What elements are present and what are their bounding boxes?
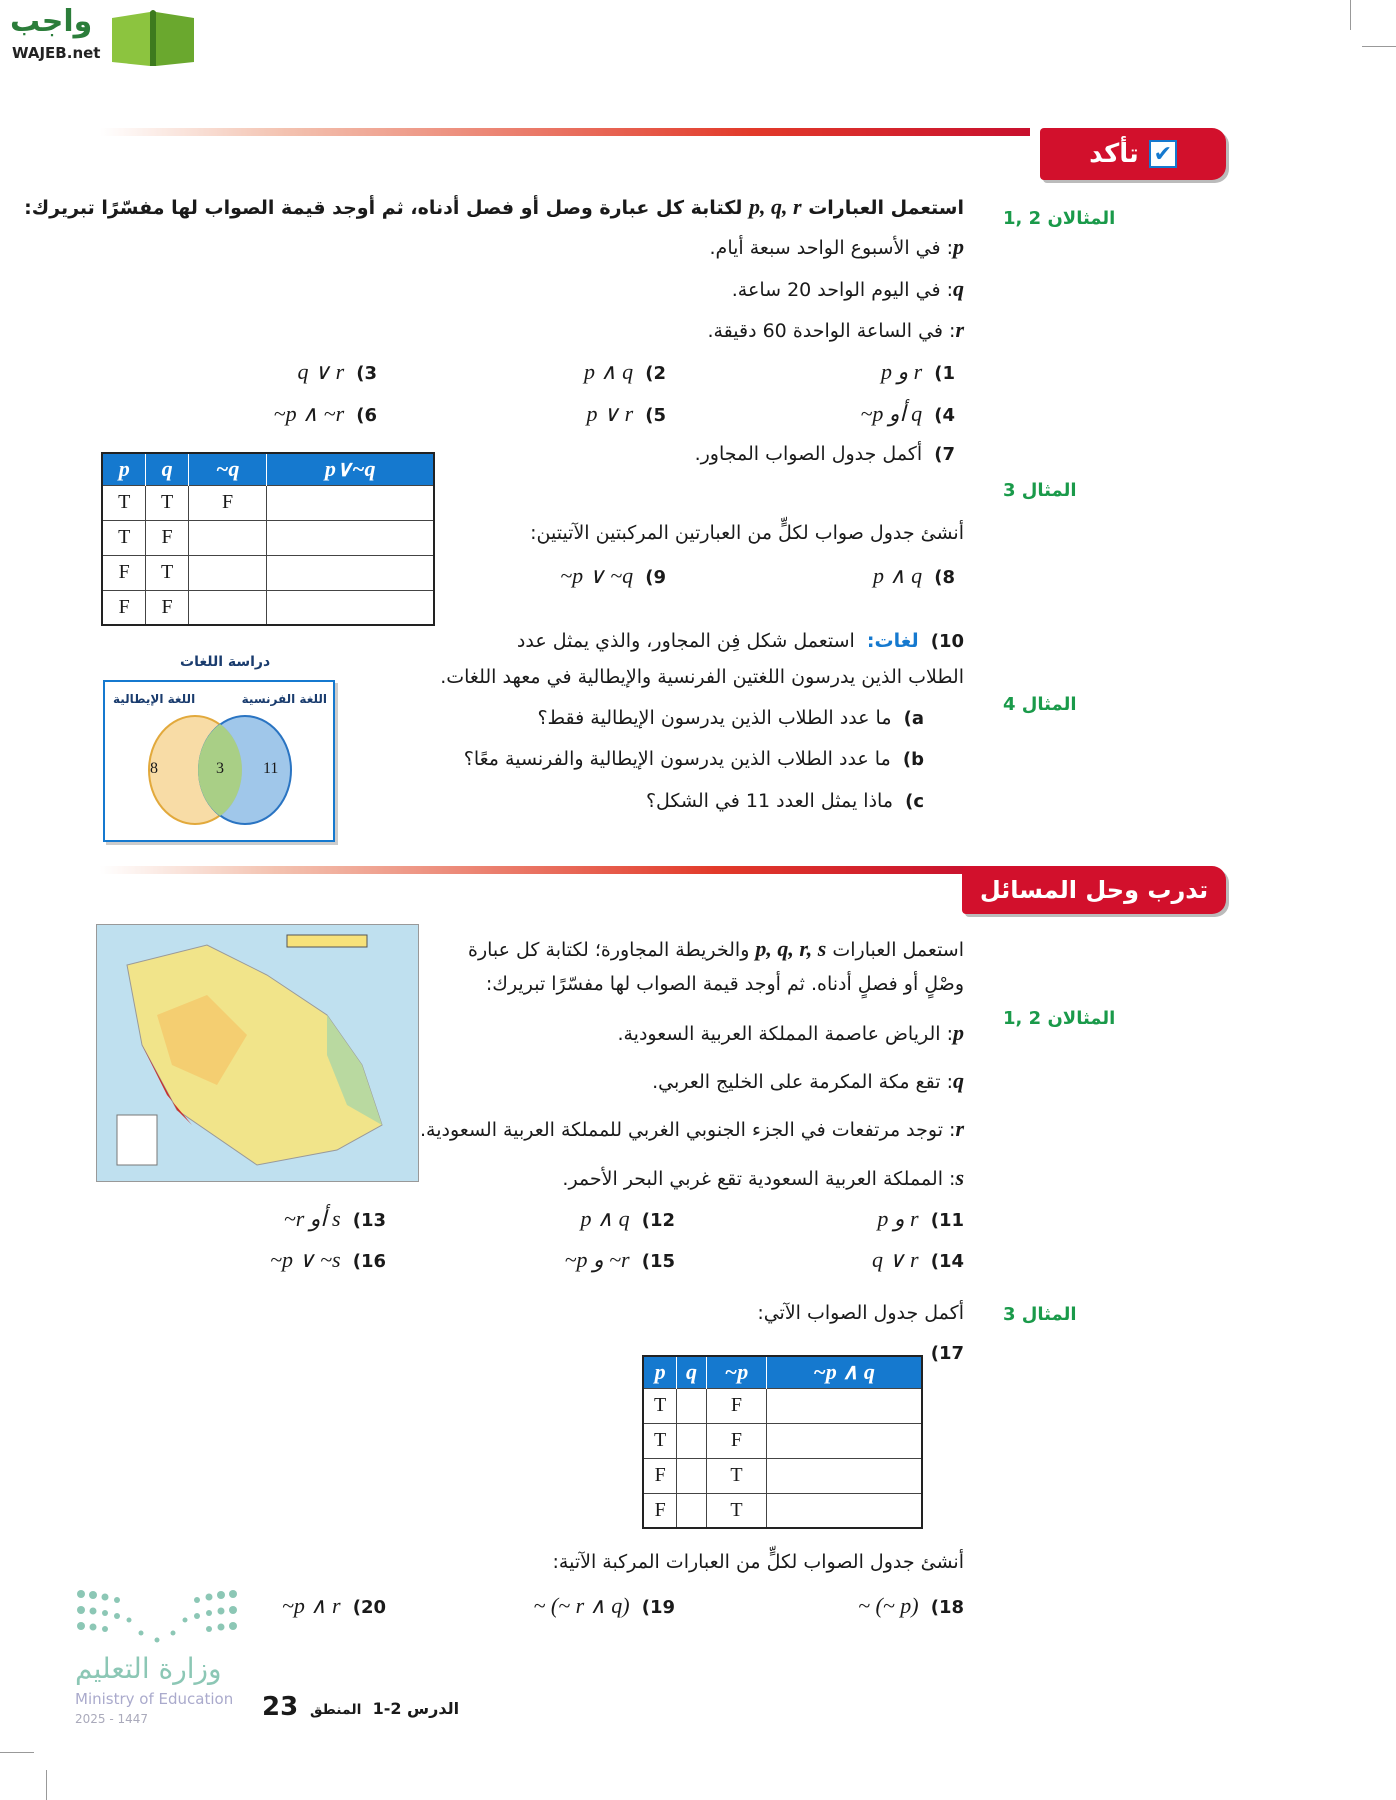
example-ref: المثال 3 [1003, 480, 1077, 501]
exercise-10c: c) ماذا يمثل العدد 11 في الشكل؟ [645, 790, 924, 812]
exercise-10b: b) ما عدد الطلاب الذين يدرسون الإيطالية والفرنسية معًا؟ [463, 748, 924, 770]
saudi-map [96, 924, 419, 1182]
section-title: تدرب وحل المسائل [979, 876, 1209, 904]
exercise-14: 14) q ∨ r [871, 1247, 964, 1272]
statement-r: r: توجد مرتفعات في الجزء الجنوبي الغربي للمملكة العربية السعودية. [420, 1116, 964, 1141]
complete-instruction: أكمل جدول الصواب الآتي: [757, 1302, 964, 1324]
exercise-2: 2) p ∧ q [584, 359, 666, 384]
exercise-16: 16) ~p ∨ ~s [270, 1247, 386, 1272]
exercise-10a: a) ما عدد الطلاب الذين يدرسون الإيطالية فقط؟ [537, 707, 924, 729]
crop-mark [1350, 0, 1351, 30]
construct-instruction: أنشئ جدول صواب لكلٍّ من العبارتين المركبتين الآتيتين: [530, 522, 964, 544]
section-divider [100, 128, 1030, 136]
exercise-15: 15) ~p و ~r [564, 1247, 675, 1272]
table-row: T F [643, 1388, 922, 1423]
exercise-10: 10) لغات: استعمل شكل فِن المجاور، والذي يمثل عدد [516, 630, 964, 652]
section-header-check [1040, 128, 1226, 180]
logo-arabic: واجب [10, 4, 93, 39]
wajeb-logo [10, 4, 190, 66]
exercise-1: 1) p و r [880, 359, 955, 384]
venn-left-value: 8 [150, 760, 158, 777]
table-row: T T F [102, 485, 434, 520]
example-ref: المثال 3 [1003, 1304, 1077, 1325]
ministry-name-en: Ministry of Education [75, 1690, 234, 1708]
exercise-19: 19) ~ (~ r ∧ q) [533, 1593, 675, 1618]
truth-table-7: p q ~q p∨~q T T F T F F T F F [101, 452, 435, 626]
exercise-12: 12) p ∧ q [580, 1206, 675, 1231]
truth-table-17: p q ~p ~p ∧ q T F T F F T F T [642, 1355, 923, 1529]
exercise-9: 9) ~p ∨ ~q [560, 563, 666, 588]
table-row: T F [102, 520, 434, 555]
exercise-6: 6) ~p ∧ ~r [273, 401, 377, 426]
logo-latin: WAJEB.net [12, 44, 101, 62]
example-ref: المثالان 2 ,1 [1003, 208, 1116, 229]
venn-right-value: 11 [263, 760, 279, 777]
statement-q: q: في اليوم الواحد 20 ساعة. [731, 276, 964, 301]
statement-p: p: الرياض عاصمة المملكة العربية السعودية. [617, 1020, 964, 1045]
table-row: F F [102, 590, 434, 625]
year: 2025 - 1447 [75, 1712, 149, 1726]
statement-s: s: المملكة العربية السعودية تقع غربي البحر الأحمر. [562, 1165, 964, 1190]
exercise-20: 20) ~p ∧ r [282, 1593, 386, 1618]
table-row: T F [643, 1423, 922, 1458]
section-header-practice [962, 866, 1226, 914]
statement-r: r: في الساعة الواحدة 60 دقيقة. [707, 317, 964, 342]
exercise-17-number: 17) [930, 1343, 964, 1364]
table-row: F T [643, 1493, 922, 1528]
checkbox-icon: ✔ [1149, 140, 1177, 168]
example-ref: المثال 4 [1003, 694, 1077, 715]
venn-title: دراسة اللغات [180, 654, 271, 670]
map-image [97, 925, 419, 1182]
crop-mark [1362, 46, 1396, 47]
book-icon [108, 6, 198, 68]
construct-instruction: أنشئ جدول الصواب لكلٍّ من العبارات المركبة الآتية: [552, 1551, 964, 1573]
ministry-name-ar: وزارة التعليم [75, 1652, 222, 1685]
exercise-4: 4) ~p أو q [860, 401, 955, 426]
exercise-5: 5) p ∨ r [586, 401, 666, 426]
instructions: استعمل العبارات p, q, r لكتابة كل عبارة وصل أو فصل أدناه، ثم أوجد قيمة الصواب لها مفسّرًا تبريرك: [24, 194, 964, 219]
statement-q: q: تقع مكة المكرمة على الخليج العربي. [652, 1068, 964, 1093]
example-ref: المثالان 2 ,1 [1003, 1008, 1116, 1029]
instructions: استعمل العبارات p, q, r, s والخريطة المجاورة؛ لكتابة كل عبارة [468, 936, 964, 961]
instructions-line2: وصْلٍ أو فصلٍ أدناه. ثم أوجد قيمة الصواب لها مفسّرًا تبريرك: [485, 973, 964, 995]
venn-both-value: 3 [216, 760, 224, 777]
exercise-7: 7) أكمل جدول الصواب المجاور. [694, 443, 955, 465]
table-row: F T [102, 555, 434, 590]
exercise-13: 13) ~r أو s [283, 1206, 386, 1231]
page-number: 23 [262, 1692, 299, 1722]
venn-right-label: اللغة الفرنسية [241, 692, 327, 706]
statement-p: p: في الأسبوع الواحد سبعة أيام. [709, 234, 964, 259]
exercise-18: 18) ~ (~ p) [858, 1593, 964, 1618]
ministry-dots-logo [75, 1588, 240, 1648]
exercise-10-text: الطلاب الذين يدرسون اللغتين الفرنسية والإيطالية في معهد اللغات. [440, 666, 964, 688]
table-row: F T [643, 1458, 922, 1493]
exercise-3: 3) q ∨ r [297, 359, 377, 384]
crop-mark [0, 1752, 34, 1753]
venn-left-label: اللغة الإيطالية [113, 692, 196, 706]
venn-diagram [103, 680, 335, 842]
crop-mark [46, 1770, 47, 1800]
exercise-8: 8) p ∧ q [873, 563, 955, 588]
section-divider [100, 866, 980, 874]
exercise-11: 11) p و r [877, 1206, 964, 1231]
lesson-footer: الدرس 2-1 المنطق [310, 1699, 460, 1718]
section-title: تأكد [1089, 139, 1139, 169]
